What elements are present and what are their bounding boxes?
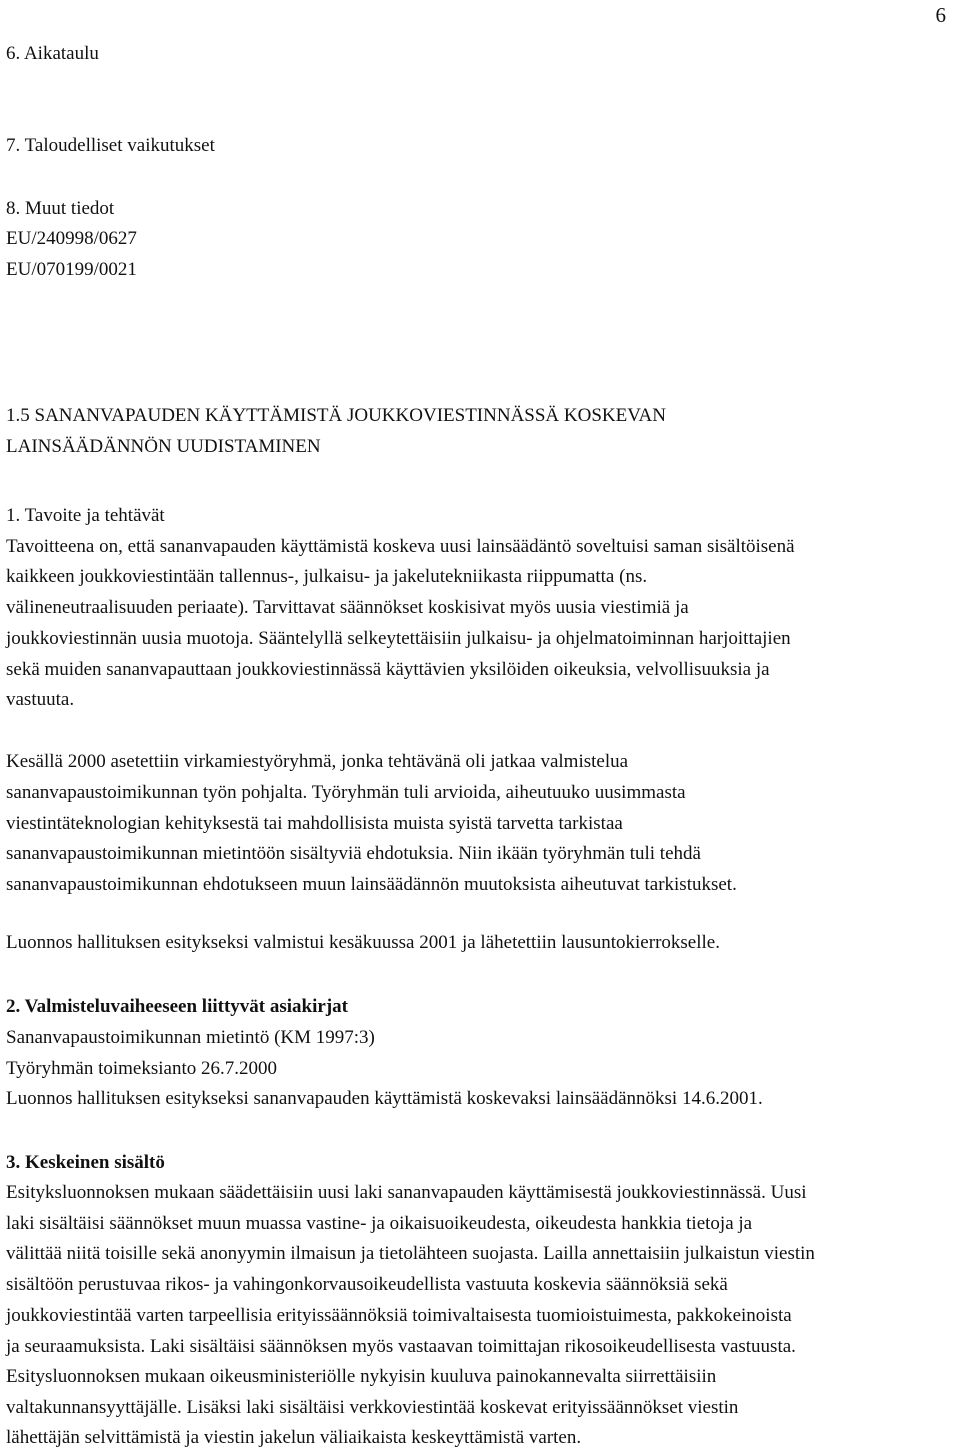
paragraph-line: sekä muiden sananvapauttaan joukkoviestinnässä käyttävien yksilöiden oikeuksia, velvollisuuksia ja [6, 659, 770, 680]
paragraph-line: lähettäjän selvittämistä ja viestin jakelun väliaikaista keskeyttämistä varten. [6, 1427, 582, 1448]
paragraph-line: vastuuta. [6, 689, 75, 710]
paragraph-line: sananvapaustoimikunnan ehdotukseen muun lainsäädännön muutoksista aiheutuvat tarkistukset. [6, 874, 737, 895]
paragraph-line: välittää niitä toisille sekä anonyymin ilmaisun ja tietolähteen suojasta. Lailla annettaisiin julkaistun viestin [6, 1243, 815, 1264]
paragraph-line: Luonnos hallituksen esitykseksi valmistui kesäkuussa 2001 ja lähetettiin lausuntokierrokselle. [6, 932, 720, 953]
document-item: Sananvapaustoimikunnan mietintö (KM 1997:3) [6, 1027, 375, 1048]
paragraph-line: ja seuraamuksista. Laki sisältäisi säännöksen myös vastaavan toimittajan rikosoikeudellisesta vastuusta. [6, 1336, 796, 1357]
page-number: 6 [935, 3, 946, 27]
document-item: Työryhmän toimeksianto 26.7.2000 [6, 1058, 277, 1079]
chapter-title-line1: 1.5 SANANVAPAUDEN KÄYTTÄMISTÄ JOUKKOVIESTINNÄSSÄ KOSKEVAN [6, 405, 666, 426]
heading-aikataulu: 6. Aikataulu [6, 43, 99, 64]
paragraph-line: Esitysluonnoksen mukaan oikeusministeriölle nykyisin kuuluva painokannevalta siirrettäisiin [6, 1366, 717, 1387]
heading-tavoite: 1. Tavoite ja tehtävät [6, 505, 165, 526]
paragraph-line: Esityksluonnoksen mukaan säädettäisiin uusi laki sananvapauden käyttämisestä joukkoviestinnässä. Uusi [6, 1182, 807, 1203]
paragraph-line: sisältöön perustuvaa rikos- ja vahingonkorvausoikeudellista vastuuta koskevia säännöksiä sekä [6, 1274, 728, 1295]
reference-2: EU/070199/0021 [6, 259, 137, 280]
paragraph-line: Tavoitteena on, että sananvapauden käyttämistä koskeva uusi lainsäädäntö soveltuisi saman sisältöisenä [6, 536, 795, 557]
heading-valmistelu: 2. Valmisteluvaiheeseen liittyvät asiakirjat [6, 996, 348, 1017]
paragraph-line: laki sisältäisi säännökset muun muassa vastine- ja oikaisuoikeudesta, oikeudesta hankkia tietoja ja [6, 1213, 753, 1234]
paragraph-line: valtakunnansyyttäjälle. Lisäksi laki sisältäisi verkkoviestintää koskevat erityissäännökset viestin [6, 1397, 739, 1418]
paragraph-line: kaikkeen joukkoviestintään tallennus-, julkaisu- ja jakelutekniikasta riippumatta (ns. [6, 566, 648, 587]
paragraph-line: sananvapaustoimikunnan mietintöön sisältyviä ehdotuksia. Niin ikään työryhmän tuli tehdä [6, 843, 701, 864]
paragraph-line: sananvapaustoimikunnan työn pohjalta. Työryhmän tuli arvioida, aiheutuuko uusimmasta [6, 782, 686, 803]
heading-muut-tiedot: 8. Muut tiedot [6, 198, 115, 219]
paragraph-line: välineneutraalisuuden periaate). Tarvittavat säännökset koskisivat myös uusia viestimiä ja [6, 597, 689, 618]
paragraph-line: joukkoviestinnän uusia muotoja. Sääntelyllä selkeytettäisiin julkaisu- ja ohjelmatoiminnan harjoittajien [6, 628, 791, 649]
paragraph-line: viestintäteknologian kehityksestä tai mahdollisista muista syistä tarvetta tarkistaa [6, 813, 623, 834]
heading-taloudelliset: 7. Taloudelliset vaikutukset [6, 135, 215, 156]
chapter-title-line2: LAINSÄÄDÄNNÖN UUDISTAMINEN [6, 436, 321, 457]
document-item: Luonnos hallituksen esitykseksi sananvapauden käyttämistä koskevaksi lainsäädännöksi 14.6.2001. [6, 1088, 763, 1109]
heading-sisalto: 3. Keskeinen sisältö [6, 1152, 165, 1173]
paragraph-line: joukkoviestintää varten tarpeellisia erityissäännöksiä toimivaltaisesta tuomioistuimesta, pakkokeinoista [6, 1305, 792, 1326]
paragraph-line: Kesällä 2000 asetettiin virkamiestyöryhmä, jonka tehtävänä oli jatkaa valmistelua [6, 751, 629, 772]
reference-1: EU/240998/0627 [6, 228, 137, 249]
